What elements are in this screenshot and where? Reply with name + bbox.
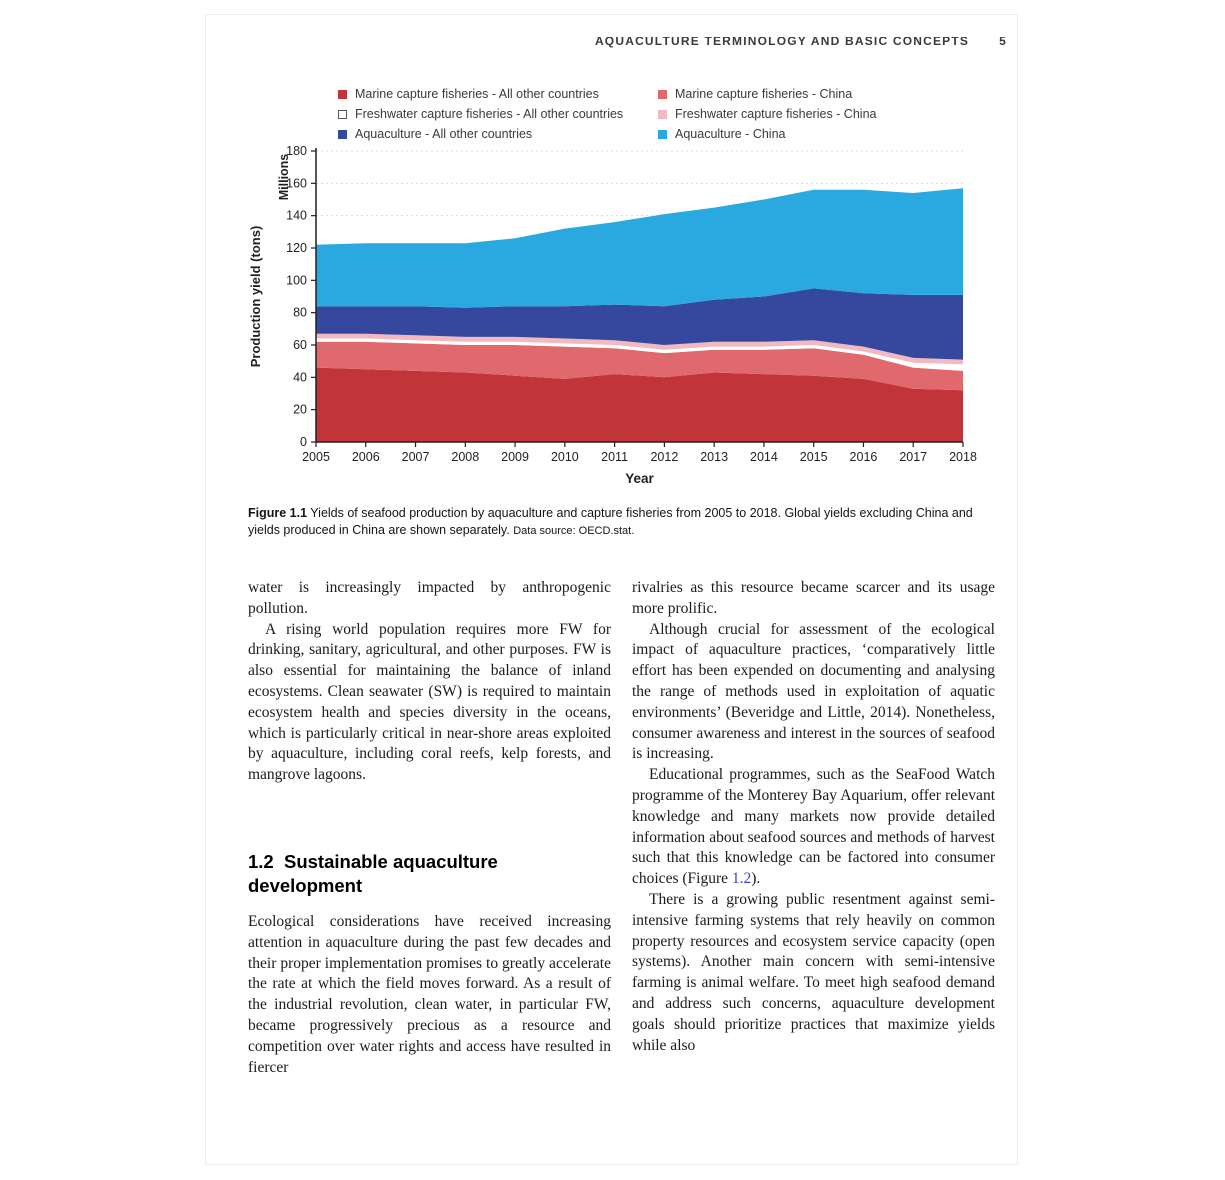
- paragraph: rivalries as this resource became scarcer and its usage more prolific.: [632, 579, 995, 617]
- legend-swatch-icon: [658, 90, 667, 99]
- legend-label: Aquaculture - China: [675, 127, 786, 141]
- x-tick-label: 2018: [949, 450, 977, 464]
- y-tick-label: 0: [300, 435, 307, 449]
- x-axis-label: Year: [625, 471, 654, 486]
- x-tick-label: 2013: [700, 450, 729, 464]
- x-tick-label: 2017: [899, 450, 928, 464]
- x-tick-label: 2010: [550, 450, 579, 464]
- legend-item: [338, 108, 658, 121]
- legend-item: [338, 88, 658, 101]
- stacked-area-chart: [246, 145, 1006, 493]
- paragraph: [632, 765, 995, 890]
- legend-label: Freshwater capture fisheries - All other countries: [355, 107, 624, 121]
- left-column: [248, 578, 611, 1078]
- x-tick-label: 2009: [501, 450, 529, 464]
- figure-caption: [248, 505, 992, 540]
- paragraph: Ecological considerations have received increasing attention in aquaculture during the past few decades and their proper implementation promises to greatly accelerate the rate at which the field moves forward. As a result of the industrial revolution, clean water, in particular FW, became progressively precious as a resource and competition over water rights and access have resulted in fiercer: [248, 912, 611, 1076]
- y-tick-label: 140: [286, 208, 307, 223]
- legend-swatch-icon: [658, 130, 667, 139]
- legend-label: Marine capture fisheries - All other countries: [355, 87, 599, 101]
- legend-label: Freshwater capture fisheries - China: [675, 107, 877, 121]
- x-tick-label: 2006: [351, 450, 380, 464]
- legend-item: [658, 108, 876, 121]
- figure-caption-source: Data source: OECD.stat.: [513, 525, 635, 537]
- y-tick-label: 100: [286, 273, 307, 288]
- legend-item: [338, 128, 658, 141]
- legend-swatch-icon: [338, 130, 347, 139]
- y-tick-label: 160: [286, 176, 307, 191]
- legend-label: Marine capture fisheries - China: [675, 87, 853, 101]
- paragraph: There is a growing public resentment against semi-intensive farming systems that rely heavily on common property resources and ecosystem service capacity (open systems). Another main concern with semi-intensive farming is animal welfare. To meet high seafood demand and address such concerns, aquaculture development goals should prioritize practices that maximize yields while also: [632, 890, 995, 1054]
- running-head-title: AQUACULTURE TERMINOLOGY AND BASIC CONCEPTS: [594, 37, 970, 48]
- x-tick-label: 2016: [849, 450, 878, 464]
- paragraph: water is increasingly impacted by anthropogenic pollution.: [248, 579, 611, 617]
- section-heading: 1.2 Sustainable aquaculture development: [248, 850, 498, 896]
- running-head: [595, 37, 1007, 50]
- x-tick-label: 2015: [799, 450, 828, 464]
- legend-swatch-icon: [658, 110, 667, 119]
- book-page: [205, 14, 1018, 1165]
- y-tick-label: 80: [293, 305, 307, 320]
- area-aquaculture-china: [316, 188, 963, 308]
- page-number: 5: [999, 37, 1007, 48]
- chart-legend: [338, 88, 876, 141]
- x-tick-label: 2011: [601, 450, 629, 464]
- paragraph-text: Educational programmes, such as the SeaFood Watch programme of the Monterey Bay Aquarium, offer relevant knowledge and many markets now provide detailed information about seafood sources and methods of harvest such that this knowledge can be factored into consumer choices (Figure: [632, 766, 995, 888]
- legend-item: [658, 128, 876, 141]
- x-tick-label: 2005: [302, 450, 330, 464]
- x-tick-label: 2008: [451, 450, 480, 464]
- y-tick-label: 60: [293, 338, 307, 352]
- y-units-label: Millions: [277, 153, 291, 201]
- y-axis-label: Production yield (tons): [248, 225, 263, 368]
- y-tick-label: 40: [293, 370, 307, 385]
- legend-swatch-icon: [338, 110, 347, 119]
- x-tick-label: 2014: [750, 450, 778, 464]
- right-column: [632, 578, 995, 1078]
- y-tick-label: 20: [293, 402, 307, 417]
- y-tick-label: 120: [286, 241, 307, 255]
- figure-caption-text: Yields of seafood production by aquaculture and capture fisheries from 2005 to 2018. Global yields excluding China and yields produced in China are shown separately.: [248, 506, 973, 537]
- paragraph: Although crucial for assessment of the ecological impact of aquaculture practices, ‘comparatively little effort has been expended on documenting and analysing the range of methods used in exploitation of aquatic environments’ (Beveridge and Little, 2014). Nonetheless, consumer awareness and interest in the sources of seafood is increasing.: [632, 620, 995, 763]
- paragraph: A rising world population requires more FW for drinking, sanitary, agricultural, and other purposes. FW is also essential for maintaining the balance of inland ecosystems. Clean seawater (SW) is required to maintain ecosystem health and species diversity in the oceans, which is particularly critical in near-shore areas exploited by aquaculture, including coral reefs, kelp forests, and mangrove lagoons.: [248, 620, 611, 784]
- legend-label: Aquaculture - All other countries: [355, 127, 533, 141]
- figure-caption-label: Figure 1.1: [248, 506, 308, 520]
- x-tick-label: 2007: [401, 450, 430, 464]
- figure-1-2-link[interactable]: 1.2: [731, 870, 752, 888]
- x-tick-label: 2012: [650, 450, 679, 464]
- body-text: [248, 578, 995, 1078]
- legend-item: [658, 88, 876, 101]
- paragraph-text: ).: [751, 870, 761, 888]
- legend-swatch-icon: [338, 90, 347, 99]
- y-tick-label: 180: [286, 145, 307, 158]
